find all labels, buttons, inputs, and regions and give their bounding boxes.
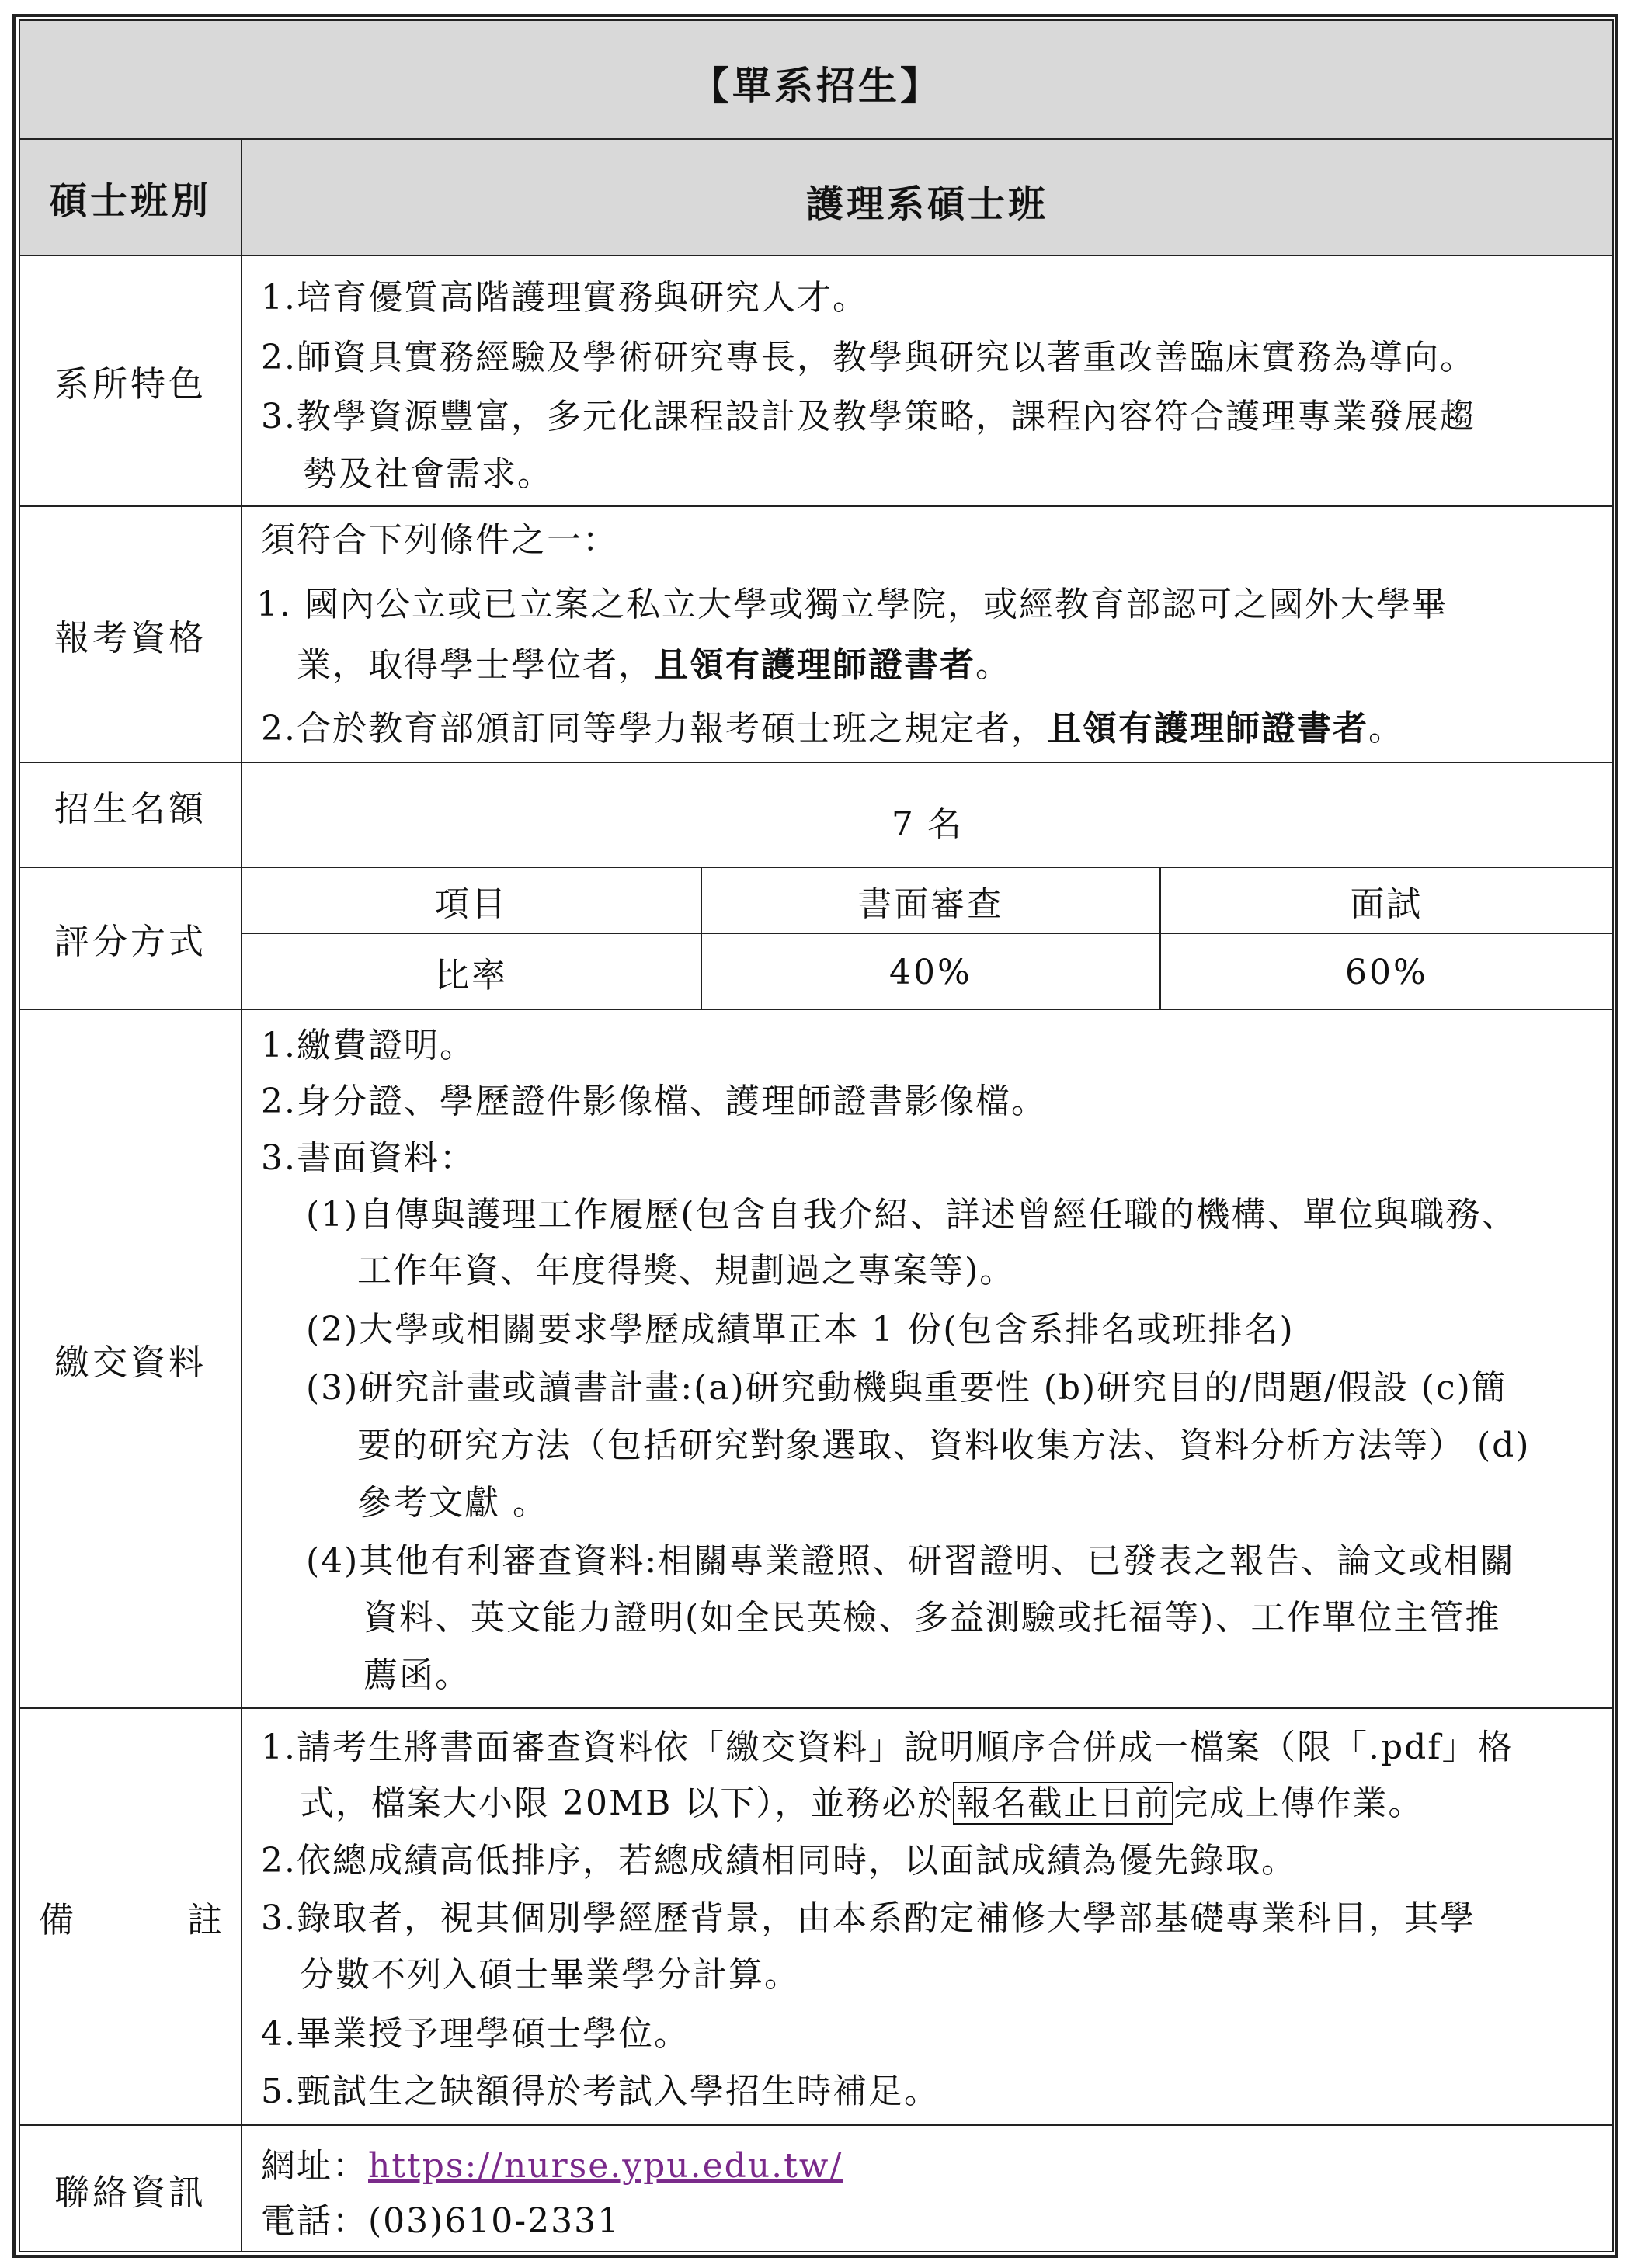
phone-number: (03)610-2331 [368,2201,621,2241]
scoring-row [20,868,1612,1010]
note-line-7: 5.甄試生之缺額得於考試入學招生時補足。 [261,2072,940,2111]
feature-line-2: 2.師資具實務經驗及學術研究專長，教學與研究以著重改善臨床實務為導向。 [261,338,1476,377]
eligibility-label: 報考資格 [20,507,242,762]
contact-url-line: 網址：https://nurse.ypu.edu.tw/ [261,2146,843,2186]
eligibility-item2: 2.合於教育部頒訂同等學力報考碩士班之規定者，且領有護理師證書者。 [261,709,1404,748]
note-line-1: 1.請考生將書面審查資料依「繳交資料」說明順序合併成一檔案（限「.pdf」格 [261,1728,1514,1767]
scoring-header-document-review: 書面審查 [701,868,1160,933]
doc-line-1: 1.繳費證明。 [261,1026,475,1065]
documents-row [20,1010,1612,1709]
note-line-2: 式，檔案大小限 20MB 以下），並務必於報名截止日前完成上傳作業。 [300,1783,1424,1823]
notes-content [242,1709,1612,2124]
contact-content [242,2126,1612,2252]
website-link[interactable]: https://nurse.ypu.edu.tw/ [368,2146,843,2186]
doc-line-6: (2)大學或相關要求學歷成績單正本 1 份(包含系排名或班排名) [306,1310,1295,1349]
feature-line-1: 1.培育優質高階護理實務與研究人才。 [261,278,868,318]
deadline-highlight: 報名截止日前 [953,1782,1173,1825]
scoring-header-item: 項目 [242,868,701,933]
features-content [242,256,1612,505]
notes-row [20,1709,1612,2126]
eligibility-row [20,507,1612,763]
note-line-6: 4.畢業授予理學碩士學位。 [261,2014,690,2054]
scoring-ratio-label: 比率 [242,933,701,1010]
doc-line-4: (1)自傳與護理工作履歷(包含自我介紹、詳述曾經任職的機構、單位與職務、 [306,1195,1518,1235]
program-row [20,140,1612,256]
nurse-license-requirement-2: 且領有護理師證書者 [1046,709,1368,748]
title-row [20,21,1612,140]
eligibility-item1-line1: 1. 國內公立或已立案之私立大學或獨立學院，或經教育部認可之國外大學畢 [256,585,1448,624]
admission-table [19,19,1614,2252]
page-title: 【單系招生】 [690,63,942,109]
scoring-interview-ratio: 60% [1160,933,1612,1010]
feature-line-3: 3.教學資源豐富，多元化課程設計及教學策略，課程內容符合護理專業發展趨 [261,397,1476,436]
doc-line-5: 工作年資、年度得獎、規劃過之專案等)。 [357,1251,1016,1290]
scoring-label: 評分方式 [20,868,242,1009]
doc-line-3: 3.書面資料： [261,1138,475,1178]
scoring-table [242,868,1612,1010]
documents-label: 繳交資料 [20,1010,242,1707]
contact-label: 聯絡資訊 [20,2126,242,2252]
eligibility-content [242,507,1612,762]
scoring-ratio-row [242,933,1612,1010]
program-label: 碩士班別 [20,140,242,255]
note-line-4: 3.錄取者，視其個別學經歷背景，由本系酌定補修大學部基礎專業科目，其學 [261,1898,1476,1938]
features-label: 系所特色 [20,256,242,505]
scoring-document-review-ratio: 40% [701,933,1160,1010]
doc-line-7: (3)研究計畫或讀書計畫:(a)研究動機與重要性 (b)研究目的/問題/假設 (c)簡 [306,1368,1507,1408]
feature-line-4: 勢及社會需求。 [303,454,553,494]
nurse-license-requirement: 且領有護理師證書者 [654,645,975,685]
doc-line-8: 要的研究方法（包括研究對象選取、資料收集方法、資料分析方法等） (d) [357,1426,1531,1465]
documents-content [242,1010,1612,1707]
note-line-3: 2.依總成績高低排序，若總成績相同時，以面試成績為優先錄取。 [261,1841,1297,1881]
scoring-header-interview: 面試 [1160,868,1612,933]
eligibility-intro: 須符合下列條件之一： [261,520,618,560]
doc-line-12: 薦函。 [363,1655,471,1695]
contact-row [20,2126,1612,2252]
quota-value: 7 名 [892,804,963,844]
doc-line-11: 資料、英文能力證明(如全民英檢、多益測驗或托福等)、工作單位主管推 [363,1598,1501,1638]
quota-row [20,763,1612,868]
doc-line-9: 參考文獻 。 [357,1483,548,1523]
doc-line-2: 2.身分證、學歷證件影像檔、護理師證書影像檔。 [261,1082,1047,1121]
eligibility-item1-line2: 業，取得學士學位者，且領有護理師證書者。 [297,645,1011,685]
quota-label: 招生名額 [20,763,242,867]
doc-line-10: (4)其他有利審查資料:相關專業證照、研習證明、已發表之報告、論文或相關 [306,1541,1516,1581]
features-row [20,256,1612,507]
program-name: 護理系碩士班 [805,182,1048,226]
scoring-header-row [242,868,1612,933]
contact-phone-line: 電話：(03)610-2331 [261,2201,621,2241]
notes-label: 備 註 [20,1709,242,2124]
note-line-5: 分數不列入碩士畢業學分計算。 [300,1955,800,1995]
scoring-table-wrap [242,868,1612,1009]
